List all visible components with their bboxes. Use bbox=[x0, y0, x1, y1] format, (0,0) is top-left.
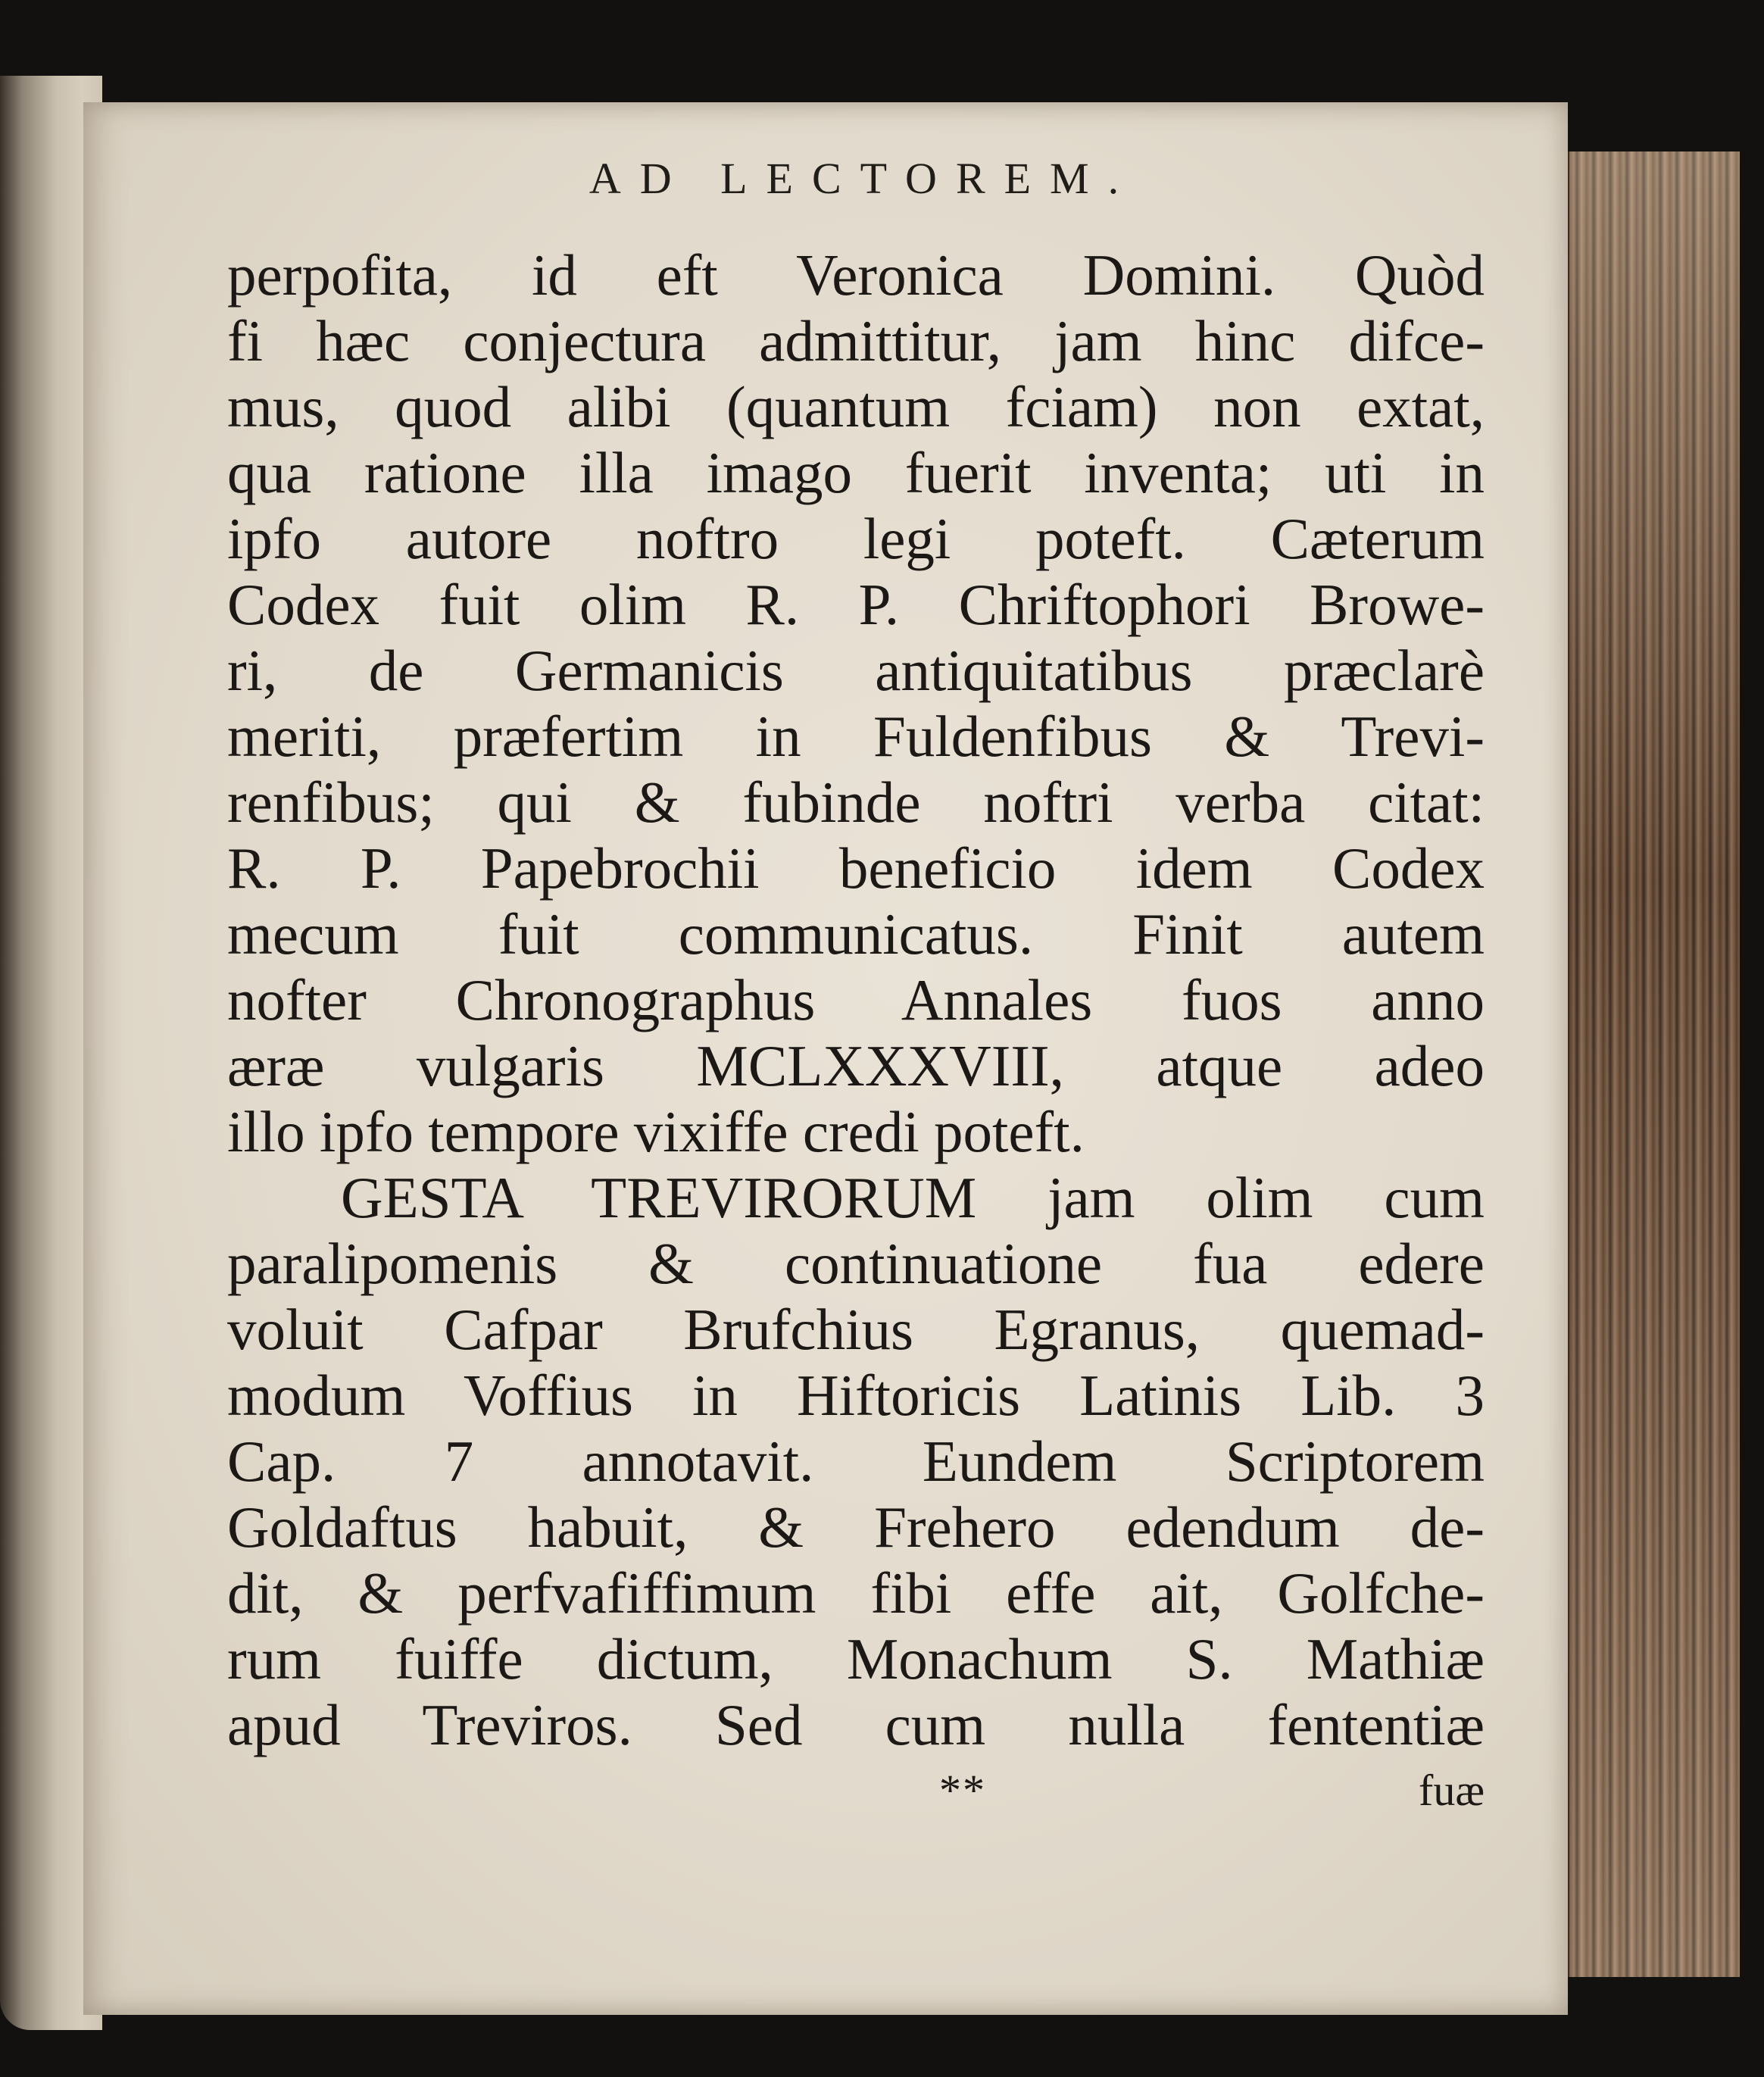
body-text bbox=[227, 242, 1485, 1758]
text-line: voluit Cafpar Brufchius Egranus, quemad- bbox=[227, 1297, 1485, 1362]
text-line: æræ vulgaris MCLXXXVIII, atque adeo bbox=[227, 1033, 1485, 1098]
page-footer bbox=[227, 1765, 1485, 1818]
text-line: qua ratione illa imago fuerit inventa; uti in bbox=[227, 440, 1485, 505]
text-line: meriti, præfertim in Fuldenfibus & Trevi- bbox=[227, 704, 1485, 769]
text-line: mus, quod alibi (quantum fciam) non extat, bbox=[227, 374, 1485, 439]
text-line: fi hæc conjectura admittitur, jam hinc difce- bbox=[227, 308, 1485, 373]
text-line: ipfo autore noftro legi poteft. Cæterum bbox=[227, 506, 1485, 571]
text-line: ri, de Germanicis antiquitatibus præclarè bbox=[227, 638, 1485, 703]
text-line: Goldaftus habuit, & Frehero edendum de- bbox=[227, 1495, 1485, 1560]
text-line: nofter Chronographus Annales fuos anno bbox=[227, 967, 1485, 1032]
text-line: mecum fuit communicatus. Finit autem bbox=[227, 901, 1485, 967]
text-line: modum Voffius in Hiftoricis Latinis Lib. 3 bbox=[227, 1363, 1485, 1428]
text-line: Cap. 7 annotavit. Eundem Scriptorem bbox=[227, 1429, 1485, 1494]
text-line: perpofita, id eft Veronica Domini. Quòd bbox=[227, 242, 1485, 308]
signature-mark: ** bbox=[939, 1766, 986, 1815]
running-head: AD LECTOREM. bbox=[589, 154, 1138, 203]
text-line: dit, & perfvafiffimum fibi effe ait, Golfche- bbox=[227, 1560, 1485, 1626]
catchword: fuæ bbox=[1419, 1766, 1485, 1815]
text-line: renfibus; qui & fubinde noftri verba citat: bbox=[227, 770, 1485, 835]
text-line: apud Treviros. Sed cum nulla fententiæ bbox=[227, 1692, 1485, 1757]
text-line: GESTA TREVIRORUM jam olim cum bbox=[341, 1165, 1485, 1230]
text-line: paralipomenis & continuatione fua edere bbox=[227, 1231, 1485, 1296]
text-line: R. P. Papebrochii beneficio idem Codex bbox=[227, 835, 1485, 901]
text-line: illo ipfo tempore vixiffe credi poteft. bbox=[227, 1099, 1085, 1164]
text-line: Codex fuit olim R. P. Chriftophori Browe- bbox=[227, 572, 1485, 637]
page-content bbox=[227, 102, 1485, 2015]
book-fore-edge bbox=[1566, 151, 1740, 1977]
text-line: rum fuiffe dictum, Monachum S. Mathiæ bbox=[227, 1626, 1485, 1691]
book-page bbox=[83, 102, 1568, 2015]
